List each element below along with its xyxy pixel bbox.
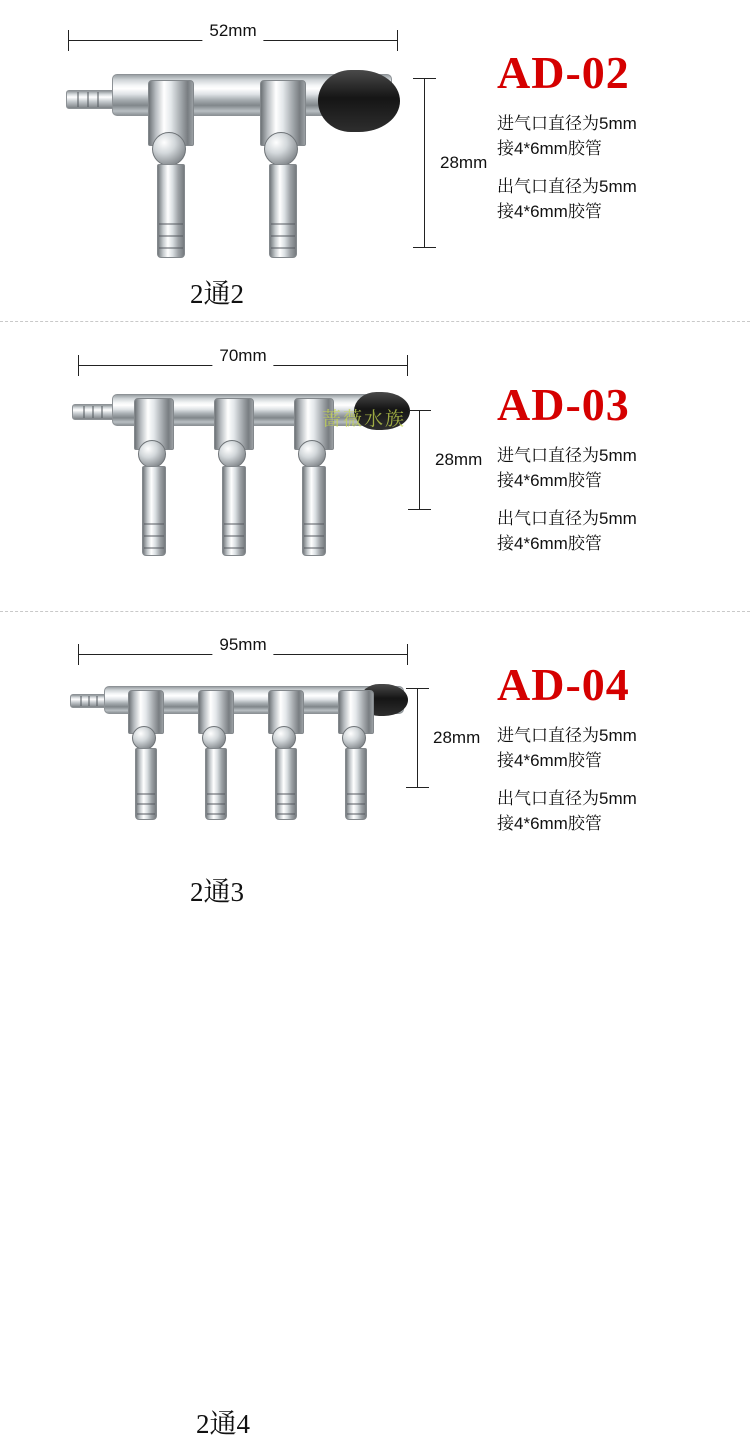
model-name-ad-02: AD-02: [497, 47, 630, 98]
spec-block-ad-04: [497, 659, 747, 851]
outlet-nozzle: [302, 466, 326, 556]
outlet-nozzle: [205, 748, 227, 820]
inlet-spec-group: [497, 444, 747, 493]
dimension-tick-bottom: [406, 787, 429, 788]
product-caption-ad-04: 2通4: [196, 1409, 250, 1439]
nozzle-rib: [137, 793, 155, 795]
inlet-spec-group: [497, 724, 747, 773]
valve-knob: [264, 132, 298, 166]
nozzle-rib: [207, 803, 225, 805]
nozzle-rib: [224, 535, 244, 537]
height-dimension-label: 28mm: [430, 726, 483, 750]
inlet-spec-group: [497, 112, 747, 161]
outlet-nozzle: [275, 748, 297, 820]
nozzle-rib: [207, 793, 225, 795]
valve-knob: [298, 440, 326, 468]
outlet-nozzle: [222, 466, 246, 556]
valve-assembly: [260, 80, 306, 260]
valve-assembly: [268, 690, 304, 820]
outlet-spec-group: [497, 787, 747, 836]
nozzle-rib: [144, 535, 164, 537]
dimension-tick-bottom: [408, 509, 431, 510]
inlet-rib: [80, 696, 82, 706]
nozzle-rib: [224, 523, 244, 525]
inlet-rib: [96, 696, 98, 706]
height-dimension-ad-03: [408, 410, 483, 510]
inlet-rib: [92, 406, 94, 418]
width-dimension-ad-02: [68, 21, 398, 50]
dimension-tick-top: [408, 410, 431, 411]
nozzle-rib: [144, 523, 164, 525]
dimension-bar: [417, 688, 418, 788]
nozzle-rib: [137, 803, 155, 805]
outlet-spec-group: [497, 507, 747, 556]
inlet-rib: [101, 406, 103, 418]
height-dimension-ad-04: [406, 688, 481, 788]
inlet-rib: [77, 92, 79, 107]
inlet-spec-line-1: 进气口直径为5mm: [497, 114, 637, 133]
valve-knob: [202, 726, 226, 750]
height-dimension-label: 28mm: [432, 448, 485, 472]
inlet-rib: [87, 92, 89, 107]
nozzle-rib: [304, 523, 324, 525]
nozzle-rib: [224, 547, 244, 549]
inlet-spec-line-1: 进气口直径为5mm: [497, 726, 637, 745]
width-dimension-label: 70mm: [212, 346, 273, 366]
dimension-tick-right: [407, 644, 408, 665]
nozzle-rib: [207, 813, 225, 815]
valve-assembly: [148, 80, 194, 260]
nozzle-rib: [347, 813, 365, 815]
valve-assembly: [338, 690, 374, 820]
valve-knob: [272, 726, 296, 750]
outlet-spec-line-1: 出气口直径为5mm: [497, 509, 637, 529]
dimension-tick-bottom: [413, 247, 436, 248]
dimension-tick-right: [397, 30, 398, 51]
nozzle-rib: [304, 535, 324, 537]
height-dimension-ad-02: [413, 78, 488, 248]
width-dimension-label: 95mm: [212, 635, 273, 655]
dimension-tick-left: [68, 30, 69, 51]
valve-assembly: [128, 690, 164, 820]
outlet-spec-line-2: 接4*6mm胶管: [497, 813, 602, 833]
outlet-nozzle: [135, 748, 157, 820]
nozzle-rib: [277, 803, 295, 805]
valve-assembly: [134, 398, 174, 556]
valve-knob: [138, 440, 166, 468]
width-dimension-ad-04: [78, 635, 408, 664]
end-cap: [318, 70, 400, 132]
model-name-ad-04: AD-04: [497, 659, 630, 710]
inlet-rib: [88, 696, 90, 706]
inlet-spec-line-2: 接4*6mm胶管: [497, 750, 602, 770]
nozzle-rib: [347, 803, 365, 805]
product-caption-ad-03: 2通3: [190, 877, 244, 907]
dimension-bar: [419, 410, 420, 510]
outlet-nozzle: [142, 466, 166, 556]
outlet-nozzle: [157, 164, 185, 258]
valve-knob: [132, 726, 156, 750]
valve-knob: [152, 132, 186, 166]
inlet-rib: [97, 92, 99, 107]
nozzle-rib: [271, 247, 295, 249]
dimension-tick-left: [78, 644, 79, 665]
dimension-tick-left: [78, 355, 79, 376]
outlet-nozzle: [345, 748, 367, 820]
outlet-spec-group: [497, 175, 747, 224]
outlet-spec-line-2: 接4*6mm胶管: [497, 201, 602, 221]
inlet-rib: [83, 406, 85, 418]
product-section-ad-02: [0, 0, 750, 322]
nozzle-rib: [144, 547, 164, 549]
product-caption-ad-02: 2通2: [190, 279, 244, 309]
outlet-spec-line-1: 出气口直径为5mm: [497, 177, 637, 197]
nozzle-rib: [137, 813, 155, 815]
valve-assembly: [198, 690, 234, 820]
outlet-spec-line-2: 接4*6mm胶管: [497, 533, 602, 553]
nozzle-rib: [271, 223, 295, 225]
nozzle-rib: [304, 547, 324, 549]
height-dimension-label: 28mm: [437, 151, 490, 175]
inlet-spec-line-2: 接4*6mm胶管: [497, 138, 602, 158]
inlet-spec-line-2: 接4*6mm胶管: [497, 470, 602, 490]
outlet-spec-line-1: 出气口直径为5mm: [497, 789, 637, 809]
inlet-spec-line-1: 进气口直径为5mm: [497, 446, 637, 465]
width-dimension-label: 52mm: [202, 21, 263, 41]
valve-knob: [342, 726, 366, 750]
watermark: 蔷薇水族: [322, 409, 407, 430]
model-name-ad-03: AD-03: [497, 379, 630, 430]
nozzle-rib: [271, 235, 295, 237]
dimension-bar: [424, 78, 425, 248]
width-dimension-ad-03: [78, 346, 408, 375]
dimension-tick-top: [413, 78, 436, 79]
nozzle-rib: [277, 793, 295, 795]
valve-knob: [218, 440, 246, 468]
spec-block-ad-03: [497, 379, 747, 571]
valve-assembly: [214, 398, 254, 556]
nozzle-rib: [277, 813, 295, 815]
outlet-nozzle: [269, 164, 297, 258]
dimension-tick-top: [406, 688, 429, 689]
dimension-tick-right: [407, 355, 408, 376]
nozzle-rib: [159, 235, 183, 237]
nozzle-rib: [347, 793, 365, 795]
spec-block-ad-02: [497, 47, 747, 239]
nozzle-rib: [159, 223, 183, 225]
nozzle-rib: [159, 247, 183, 249]
